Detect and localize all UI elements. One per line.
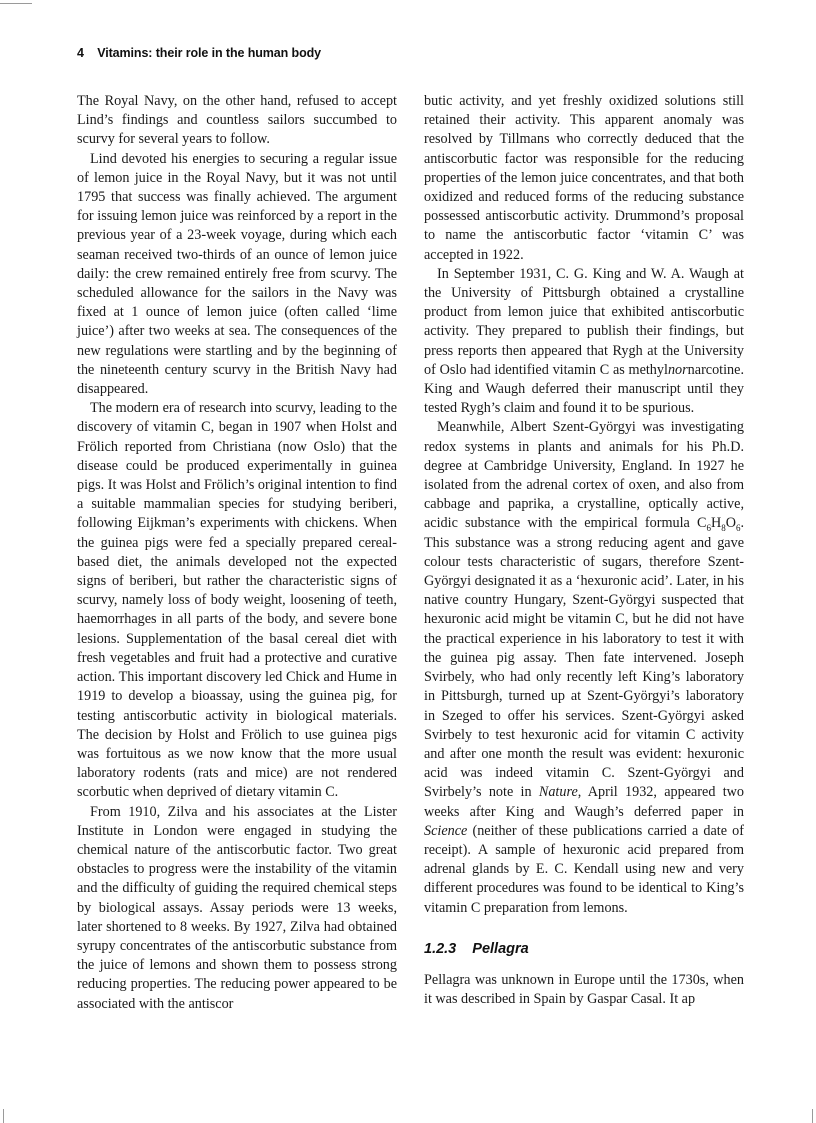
running-head — [77, 46, 321, 60]
journal-name: Nature — [538, 784, 578, 801]
chemical-formula: $C_6H_8O_6$ — [696, 515, 741, 534]
paragraph: In September 1931, C. G. King and W. A. Waugh at the University of Pittsburgh obtained a crystalline product from lemon juice that exhibited antiscorbutic activity. They prepared to publish their findings, but press reports then appeared that Rygh at the University of Oslo had identified vitamin C as methylnornarcotine. King and Waugh deferred their manuscript until they tested Rygh’s claim and found it to be spurious. — [424, 265, 744, 417]
running-title: Vitamins: their role in the human body — [97, 46, 322, 60]
paragraph: Lind devoted his energies to securing a regular issue of lemon juice in the Royal Navy, but it was not until 1795 that success was finally achieved. The argument for issuing lemon juice was reinforced by a report in the previous year of a 23-week voyage, during which each seaman received two-thirds of an ounce of lemon juice daily: the crew remained entirely free from scurvy. The scheduled allowance for the sailors in the Navy was fixed at 1 ounce of lemon juice (often called ‘lime juice’) after two weeks at sea. The consequences of the new regulations were startling and by the beginning of the nineteenth century scurvy in the British Navy had disappeared. — [77, 150, 397, 398]
left-column — [77, 92, 397, 1014]
section-heading — [424, 940, 744, 959]
paragraph: From 1910, Zilva and his associates at the Lister Institute in London were engaged in studying the chemical nature of the antiscorbutic factor. Two great obstacles to progress were the instability of the vitamin and the difficulty of guiding the required chemical steps by biological assays. Assay periods were 13 weeks, later shortened to 8 weeks. By 1927, Zilva had obtained syrupy concentrates of the antiscorbutic substance from the juice of lemons and shown them to possess strong reducing properties. The reducing power appeared to be associated with the antiscor — [77, 803, 397, 1012]
crop-mark-bottom-left — [3, 1109, 4, 1123]
paragraph: Pellagra was unknown in Europe until the 1730s, when it was described in Spain by Gaspar Casal. It ap — [424, 971, 744, 1008]
italic-prefix: nor — [667, 361, 688, 378]
section-number: 1.2.3 — [424, 940, 457, 957]
crop-mark-bottom-right — [812, 1109, 813, 1123]
paragraph: Meanwhile, Albert Szent-Györgyi was investigating redox systems in plants and animals for his Ph.D. degree at Cambridge University, England. In 1927 he isolated from the adrenal cortex of oxen, and also from cabbage and paprika, a crystalline, optically active, acidic substance with the empirical formula $C_6H_8O_6$. This substance was a strong reducing agent and gave colour tests characteristic of sugars, therefore Szent-Györgyi designated it as a ‘hexuronic acid’. Later, in his native country Hungary, Szent-Györgyi suspected that hexuronic acid might be vitamin C, but he did not have the practical experience in his laboratory to test it with the guinea pig assay. Then fate intervened. Joseph Svirbely, who had only recently left King’s laboratory in Pittsburgh, turned up at Szent-Györgyi’s laboratory in Szeged to offer his services. Szent-Györgyi asked Svirbely to test hexuronic acid for vitamin C activity and after one month the result was evident: hexuronic acid was indeed vitamin C. Szent-Györgyi and Svirbely’s note in Nature, April 1932, appeared two weeks after King and Waugh’s deferred paper in Science (neither of these publications carried a date of receipt). A sample of hexuronic acid prepared from adrenal glands by E. C. Kendall using new and very different procedures was found to be identical to King’s vitamin C preparation from lemons. — [424, 419, 744, 916]
paragraph: butic activity, and yet freshly oxidized solutions still retained their activity. This apparent anomaly was resolved by Tillmans who correctly deduced that the antiscorbutic factor was responsible for the reducing properties of the lemon juice concentrates, and that both oxidized and reduced forms of the reducing substance possessed antiscorbutic activity. Drummond’s proposal to name the antiscorbutic factor ‘vitamin C’ was accepted in 1922. — [424, 93, 744, 263]
paragraph: The modern era of research into scurvy, leading to the discovery of vitamin C, began in 1907 when Holst and Frölich reported from Christiana (now Oslo) that the disease could be produced experimentally in guinea pigs. It was Holst and Frölich’s original intention to find a suitable mammalian species for studying beriberi, following Eijkman’s experiments with chickens. When the guinea pigs were fed a specially prepared cereal-based diet, the animals developed not the expected signs of beriberi, but rather the characteristic signs of scurvy, namely loss of body weight, loosening of teeth, haemorrhages in all parts of the body, and severe bone lesions. Supplementation of the basal cereal diet with fresh vegetables and fruit had a protective and curative action. This important discovery led Chick and Hume in 1919 to develop a bioassay, using the guinea pig, for testing antiscorbutic activity in biological materials. The decision by Holst and Frölich to use guinea pigs was fortuitous as we now know that the more usual laboratory rodents (rats and mice) are not rendered scorbutic when deprived of dietary vitamin C. — [77, 400, 397, 801]
right-column — [424, 92, 744, 1009]
crop-mark-top — [0, 3, 32, 4]
section-title: Pellagra — [472, 940, 529, 957]
paragraph: The Royal Navy, on the other hand, refused to accept Lind’s findings and countless sailors succumbed to scurvy for several years to follow. — [77, 93, 397, 148]
page-number: 4 — [77, 46, 84, 60]
journal-name: Science — [424, 822, 468, 839]
